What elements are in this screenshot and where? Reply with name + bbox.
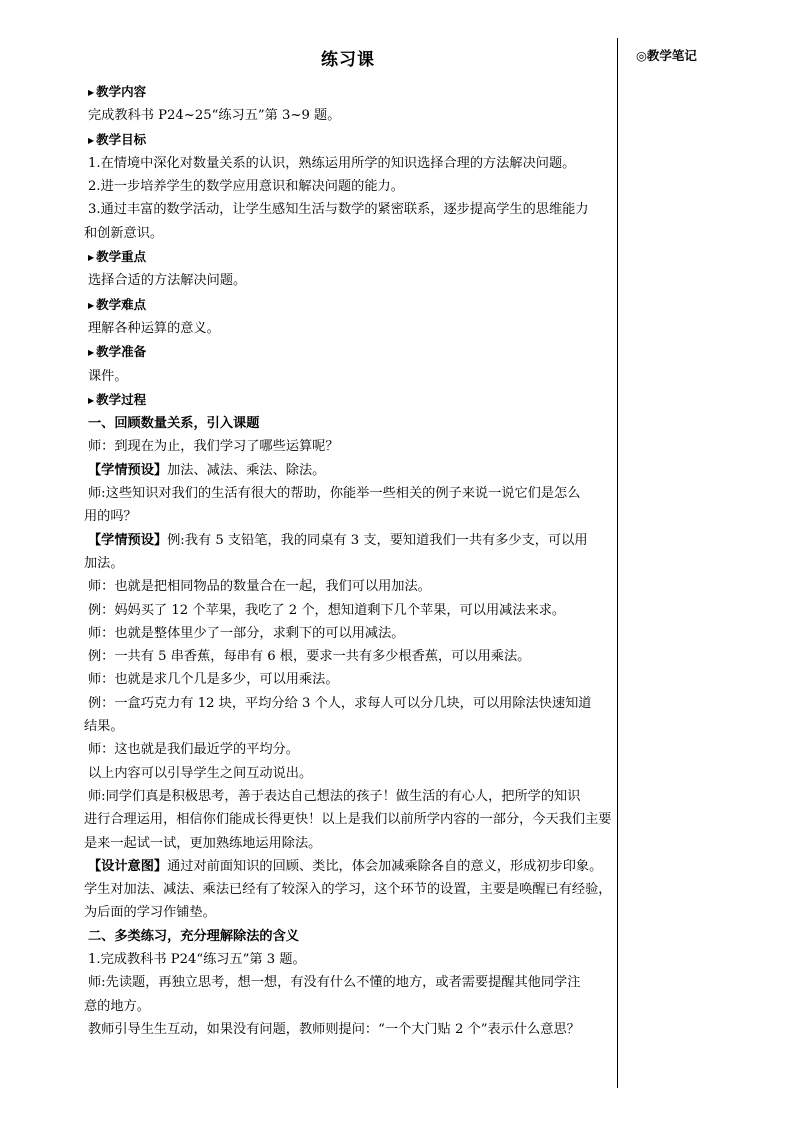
section-heading	[84, 293, 612, 317]
line-text: 师：也就是求几个几是多少，可以用乘法。	[88, 672, 339, 688]
paragraph-continuation	[84, 832, 612, 855]
line-text: 通过对前面知识的回顾、类比，体会加减乘除各自的意义，形成初步印象。	[167, 858, 603, 874]
paragraph-line	[84, 175, 612, 198]
triangle-bullet-icon: ▶	[88, 394, 95, 405]
line-text: 师：这也就是我们最近学的平均分。	[88, 742, 299, 758]
line-text: 一、回顾数量关系，引入课题	[88, 416, 260, 432]
section-heading	[84, 388, 612, 412]
section-heading-text: 教学过程	[96, 391, 147, 407]
section-heading-text: 教学重点	[96, 249, 147, 265]
paragraph-line	[84, 575, 612, 598]
teaching-notes-label: ◎教学笔记	[636, 48, 697, 63]
notes-column-divider	[617, 38, 618, 1088]
section-heading	[84, 245, 612, 269]
triangle-bullet-icon: ▶	[88, 134, 95, 145]
line-text: 2.进一步培养学生的数学应用意识和解决问题的能力。	[88, 179, 404, 195]
paragraph-continuation	[84, 715, 612, 738]
triangle-bullet-icon: ▶	[88, 299, 95, 310]
section-heading-text: 教学准备	[96, 344, 147, 360]
paragraph-line	[84, 762, 612, 785]
line-text: 师:这些知识对我们的生活有很大的帮助，你能举一些相关的例子来说一说它们是怎么	[88, 486, 581, 502]
line-text: 课件。	[88, 368, 128, 384]
paragraph-continuation	[84, 901, 612, 924]
line-text: 完成教科书 P24~25“练习五”第 3~9 题。	[88, 108, 341, 124]
line-text: 师：也就是整体里少了一部分，求剩下的可以用减法。	[88, 625, 405, 641]
paragraph-line	[84, 1018, 612, 1041]
line-text: 选择合适的方法解决问题。	[88, 273, 247, 289]
line-text: 结果。	[84, 719, 124, 735]
line-text: 意的地方。	[84, 998, 150, 1014]
line-text: 师:先读题，再独立思考，想一想，有没有什么不懂的地方，或者需要提醒其他同学注	[88, 975, 581, 991]
line-text: 用的吗？	[84, 509, 137, 525]
line-text: 师:同学们真是积极思考，善于表达自己想法的孩子！做生活的有心人，把所学的知识	[88, 788, 581, 804]
line-text: 以上内容可以引导学生之间互动说出。	[88, 765, 313, 781]
paragraph-line	[84, 668, 612, 691]
annotation-tag: 【学情预设】	[88, 532, 168, 548]
line-text: 例：一盒巧克力有 12 块，平均分给 3 个人，求每人可以分几块，可以用除法快速知道	[88, 695, 592, 711]
line-text: 师：也就是把相同物品的数量合在一起，我们可以用加法。	[88, 579, 431, 595]
paragraph-line	[84, 599, 612, 622]
paragraph-line	[84, 785, 612, 808]
paragraph-continuation	[84, 552, 612, 575]
annotation-tag: 【学情预设】	[88, 462, 168, 478]
paragraph-line	[84, 738, 612, 761]
line-text: 理解各种运算的意义。	[88, 320, 220, 336]
paragraph-continuation	[84, 222, 612, 245]
paragraph-line	[84, 529, 612, 552]
paragraph-line	[84, 198, 612, 221]
line-text: 加法。	[84, 555, 124, 571]
triangle-bullet-icon: ▶	[88, 347, 95, 358]
line-text: 进行合理运用，相信你们能成长得更快！以上是我们以前所学内容的一部分，今天我们主要	[84, 812, 612, 828]
lesson-plan-body	[84, 40, 612, 1041]
paragraph-line	[84, 948, 612, 971]
line-text: 学生对加法、减法、乘法已经有了较深入的学习，这个环节的设置，主要是唤醒已有经验，	[84, 882, 612, 898]
page-title: 练习课	[321, 50, 375, 70]
paragraph-continuation	[84, 878, 612, 901]
line-text: 是来一起试一试，更加熟练地运用除法。	[84, 835, 322, 851]
paragraph-continuation	[84, 995, 612, 1018]
line-text: 1.在情境中深化对数量关系的认识，熟练运用所学的知识选择合理的方法解决问题。	[88, 155, 576, 171]
annotation-tag: 【设计意图】	[88, 858, 168, 874]
paragraph-line	[84, 365, 612, 388]
section-heading	[84, 340, 612, 364]
paragraph-line	[84, 971, 612, 994]
section-heading	[84, 128, 612, 152]
paragraph-line	[84, 269, 612, 292]
line-text: 为后面的学习作铺垫。	[84, 905, 216, 921]
paragraph-line	[84, 459, 612, 482]
line-text: 二、多类练习，充分理解除法的含义	[88, 928, 299, 944]
line-text: 和创新意识。	[84, 225, 164, 241]
triangle-bullet-icon: ▶	[88, 252, 95, 263]
line-text: 加法、减法、乘法、除法。	[167, 462, 326, 478]
line-text: 例：一共有 5 串香蕉，每串有 6 根，要求一共有多少根香蕉，可以用乘法。	[88, 649, 531, 665]
paragraph-line	[84, 104, 612, 127]
paragraph-line	[84, 645, 612, 668]
paragraph-line	[84, 622, 612, 645]
paragraph-line	[84, 482, 612, 505]
paragraph-line	[84, 692, 612, 715]
line-text: 例:我有 5 支铅笔，我的同桌有 3 支，要知道我们一共有多少支，可以用	[167, 532, 588, 548]
paragraph-line	[84, 855, 612, 878]
paragraph-line	[84, 317, 612, 340]
paragraph-line	[84, 435, 612, 458]
paragraph-continuation	[84, 808, 612, 831]
line-text: 师：到现在为止，我们学习了哪些运算呢？	[88, 439, 339, 455]
lesson-content	[84, 80, 612, 1041]
section-heading	[84, 80, 612, 104]
section-heading-text: 教学难点	[96, 296, 147, 312]
triangle-bullet-icon: ▶	[88, 87, 95, 97]
line-text: 例：妈妈买了 12 个苹果，我吃了 2 个，想知道剩下几个苹果，可以用减法来求。	[88, 602, 566, 618]
paragraph-line	[84, 152, 612, 175]
subsection-heading	[84, 925, 612, 948]
subsection-heading	[84, 412, 612, 435]
line-text: 1.完成教科书 P24“练习五”第 3 题。	[88, 951, 306, 967]
section-heading-text: 教学目标	[96, 131, 147, 147]
line-text: 教师引导生生互动，如果没有问题，教师则提问：“一个大门贴 2 个”表示什么意思？	[88, 1021, 580, 1037]
line-text: 3.通过丰富的数学活动，让学生感知生活与数学的紧密联系，逐步提高学生的思维能力	[88, 202, 589, 218]
paragraph-continuation	[84, 505, 612, 528]
section-heading-text: 教学内容	[96, 84, 147, 99]
